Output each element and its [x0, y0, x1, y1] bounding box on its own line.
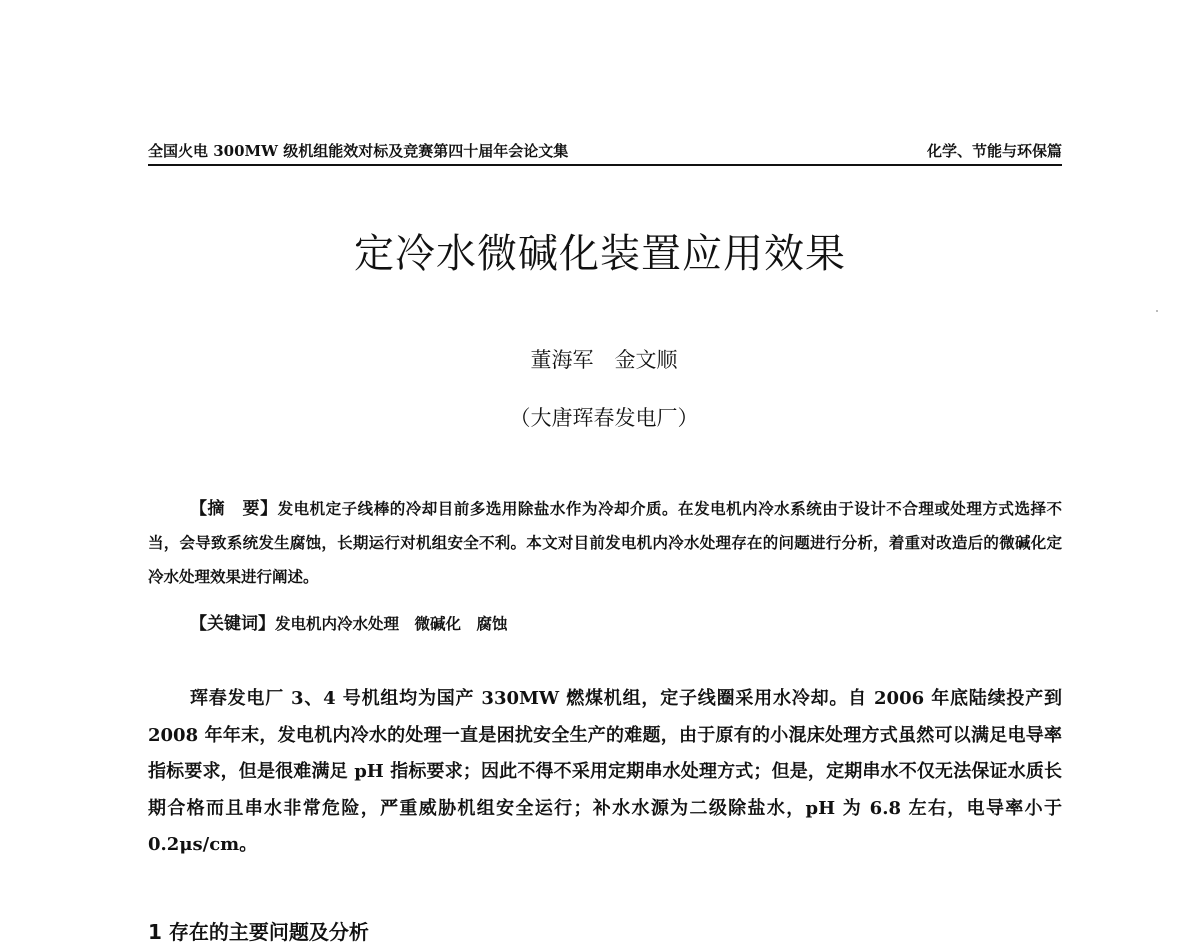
section-heading: 1 存在的主要问题及分析 — [148, 920, 369, 944]
body-paragraph: 珲春发电厂 3、4 号机组均为国产 330MW 燃煤机组，定子线圈采用水冷却。自 2006 年底陆续投产到 2008 年年末，发电机内冷水的处理一直是困扰安全生产的难题，由于原有的小混床处理方式虽然可以满足电导率指标要求，但是很难满足 pH 指标要求；因此不得不采用定期串水处理方式；但是，定期串水不仅无法保证水质长期合格而且串水非常危险，严重威胁机组安全运行；补水水源为二级除盐水，pH 为 6.8 左右，电导率小于 0.2μs/cm。 — [148, 688, 1062, 855]
scan-speck — [1156, 310, 1158, 312]
keywords — [190, 608, 1060, 640]
abstract-text: 发电机定子线棒的冷却目前多选用除盐水作为冷却介质。在发电机内冷水系统由于设计不合理或处理方式选择不当，会导致系统发生腐蚀，长期运行对机组安全不利。本文对目前发电机内冷水处理存在的问题进行分析，着重对改造后的微碱化定冷水处理效果进行阐述。 — [148, 499, 1062, 586]
running-header — [148, 138, 1062, 166]
keywords-text: 发电机内冷水处理 微碱化 腐蚀 — [275, 614, 508, 633]
abstract-label: 【摘 要】 — [190, 499, 278, 519]
paper-authors: 董海军 金文顺 — [530, 348, 678, 372]
keywords-label: 【关键词】 — [190, 614, 275, 634]
header-section-name: 化学、节能与环保篇 — [926, 142, 1062, 160]
header-proceedings-title: 全国火电 300MW 级机组能效对标及竞赛第四十届年会论文集 — [148, 142, 569, 160]
abstract — [148, 492, 1062, 594]
paper-affiliation: （大唐珲春发电厂） — [509, 406, 699, 430]
paper-title: 定冷水微碱化装置应用效果 — [354, 231, 846, 277]
